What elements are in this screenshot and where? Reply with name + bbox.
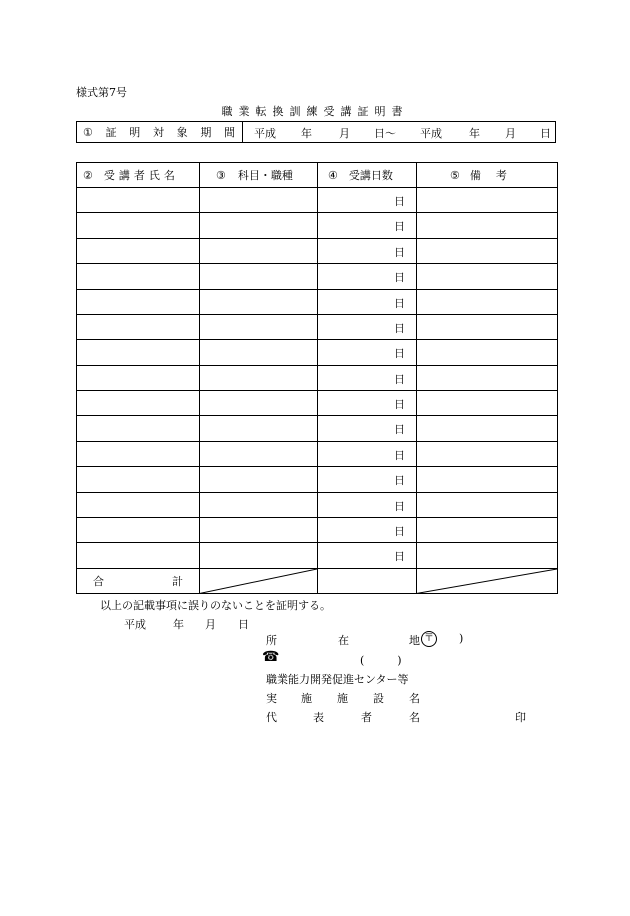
rep-label-char: 代: [266, 711, 277, 724]
table-row: [77, 391, 558, 416]
subject-cell[interactable]: [200, 264, 318, 289]
name-cell[interactable]: [77, 238, 200, 263]
document-title: 職業転換訓練受講証明書: [221, 105, 409, 118]
certification-statement: 以上の記載事項に誤りのないことを証明する。: [100, 599, 331, 612]
name-cell[interactable]: [77, 391, 200, 416]
total-subject-cell: [200, 568, 318, 593]
days-cell[interactable]: [318, 416, 417, 441]
diagonal-line: [417, 569, 557, 593]
days-cell[interactable]: [318, 391, 417, 416]
table-row: [77, 238, 558, 263]
name-cell[interactable]: [77, 365, 200, 390]
name-cell[interactable]: [77, 517, 200, 542]
form-number: 様式第7号: [76, 86, 127, 99]
table-row: [77, 340, 558, 365]
remarks-cell[interactable]: [417, 365, 558, 390]
day-unit: 日: [394, 220, 405, 234]
phone-icon: ☎: [262, 649, 280, 665]
day-unit: 日: [394, 321, 405, 335]
diagonal-line: [200, 569, 317, 593]
remarks-cell[interactable]: [417, 264, 558, 289]
end-era: 平成: [420, 127, 442, 140]
start-year: 年: [301, 127, 312, 140]
certification-period-box: [76, 121, 556, 143]
header-text: 受講日数: [348, 169, 393, 182]
table-row: [77, 517, 558, 542]
header-number: ⑤: [450, 168, 460, 182]
days-cell[interactable]: [318, 492, 417, 517]
name-cell[interactable]: [77, 264, 200, 289]
total-label-right: 計: [172, 574, 183, 588]
rep-label-char: 者: [361, 711, 372, 724]
period-label-char: 明: [129, 126, 141, 139]
remarks-cell[interactable]: [417, 517, 558, 542]
header-text: 科目・職種: [237, 169, 293, 182]
facility-label-char: 施: [337, 692, 348, 705]
remarks-cell[interactable]: [417, 543, 558, 568]
remarks-cell[interactable]: [417, 188, 558, 213]
address-paren: ): [459, 632, 464, 645]
period-label-char: 対: [152, 126, 164, 139]
subject-cell[interactable]: [200, 441, 318, 466]
address-label-char: 地: [409, 634, 420, 647]
table-row: [77, 289, 558, 314]
subject-cell[interactable]: [200, 365, 318, 390]
table-row: [77, 416, 558, 441]
remarks-cell[interactable]: [417, 238, 558, 263]
period-label-char: 間: [224, 126, 235, 139]
total-remarks-cell: [417, 568, 558, 593]
end-day: 日: [540, 127, 551, 140]
name-cell[interactable]: [77, 188, 200, 213]
subject-cell[interactable]: [200, 467, 318, 492]
subject-cell[interactable]: [200, 517, 318, 542]
date-year[interactable]: 年: [173, 618, 184, 631]
subject-cell[interactable]: [200, 238, 318, 263]
days-cell[interactable]: [318, 441, 417, 466]
day-unit: 日: [394, 474, 405, 488]
table-row: [77, 492, 558, 517]
name-cell[interactable]: [77, 314, 200, 339]
day-unit: 日: [394, 245, 405, 259]
table-header-row: [77, 163, 558, 188]
remarks-cell[interactable]: [417, 492, 558, 517]
day-unit: 日: [394, 550, 405, 564]
table-row: [77, 264, 558, 289]
day-unit: 日: [394, 499, 405, 513]
end-year: 年: [469, 127, 480, 140]
table-row: [77, 188, 558, 213]
header-trainee-name: [77, 163, 200, 188]
table-body: [77, 188, 558, 594]
subject-cell[interactable]: [200, 543, 318, 568]
date-month[interactable]: 月: [205, 618, 216, 631]
header-number: ④: [328, 168, 338, 182]
end-month: 月: [505, 127, 516, 140]
name-cell[interactable]: [77, 467, 200, 492]
days-cell[interactable]: [318, 517, 417, 542]
postal-mark-icon: 〒: [421, 631, 437, 647]
header-days: [318, 163, 417, 188]
day-unit: 日: [394, 448, 405, 462]
days-cell[interactable]: [318, 340, 417, 365]
remarks-cell[interactable]: [417, 340, 558, 365]
subject-cell[interactable]: [200, 188, 318, 213]
name-cell[interactable]: [77, 289, 200, 314]
subject-cell[interactable]: [200, 492, 318, 517]
period-label-number: ①: [83, 125, 93, 139]
day-unit: 日: [394, 423, 405, 437]
table-row: [77, 314, 558, 339]
organization-name: 職業能力開発促進センター等: [266, 673, 409, 686]
date-era: 平成: [124, 618, 146, 631]
date-day[interactable]: 日: [238, 618, 249, 631]
period-label-char: 期: [200, 126, 212, 139]
address-label-char: 在: [338, 634, 349, 647]
total-label-left: 合: [93, 574, 104, 588]
days-cell[interactable]: [318, 314, 417, 339]
remarks-cell[interactable]: [417, 391, 558, 416]
subject-cell[interactable]: [200, 391, 318, 416]
header-remarks: [417, 163, 558, 188]
header-number: ③: [216, 168, 226, 182]
address-label-char: 所: [266, 634, 277, 647]
name-cell[interactable]: [77, 441, 200, 466]
total-label-cell: [77, 568, 200, 593]
subject-cell[interactable]: [200, 416, 318, 441]
days-cell[interactable]: [318, 365, 417, 390]
start-era: 平成: [254, 127, 276, 140]
table-row: [77, 441, 558, 466]
subject-cell[interactable]: [200, 289, 318, 314]
table-row: [77, 365, 558, 390]
remarks-cell[interactable]: [417, 467, 558, 492]
name-cell[interactable]: [77, 543, 200, 568]
phone-parens[interactable]: ( ): [360, 654, 402, 667]
days-cell[interactable]: [318, 213, 417, 238]
total-row: [77, 568, 558, 593]
day-unit: 日: [394, 195, 405, 208]
period-label-char: 証: [105, 126, 117, 139]
header-number: ②: [83, 168, 93, 182]
start-day: 日〜: [374, 127, 396, 140]
day-unit: 日: [394, 296, 405, 310]
header-text: 受講者氏名: [103, 169, 179, 182]
seal-mark: 印: [515, 711, 526, 724]
remarks-cell[interactable]: [417, 289, 558, 314]
remarks-cell[interactable]: [417, 213, 558, 238]
facility-label-char: 設: [373, 692, 384, 705]
remarks-cell[interactable]: [417, 314, 558, 339]
day-unit: 日: [394, 372, 405, 386]
days-cell[interactable]: [318, 289, 417, 314]
remarks-cell[interactable]: [417, 441, 558, 466]
facility-label-char: 施: [301, 692, 312, 705]
rep-label-char: 表: [313, 711, 324, 724]
rep-label-char: 名: [409, 711, 420, 724]
subject-cell[interactable]: [200, 340, 318, 365]
table-row: [77, 213, 558, 238]
table-row: [77, 543, 558, 568]
days-cell[interactable]: [318, 188, 417, 213]
day-unit: 日: [394, 398, 405, 411]
subject-cell[interactable]: [200, 314, 318, 339]
facility-label-char: 名: [409, 692, 420, 705]
day-unit: 日: [394, 524, 405, 538]
facility-label-char: 実: [266, 692, 277, 705]
subject-cell[interactable]: [200, 213, 318, 238]
days-cell[interactable]: [318, 264, 417, 289]
day-unit: 日: [394, 271, 405, 285]
name-cell[interactable]: [77, 213, 200, 238]
start-month: 月: [339, 127, 350, 140]
remarks-cell[interactable]: [417, 416, 558, 441]
total-days-cell[interactable]: [318, 568, 417, 593]
name-cell[interactable]: [77, 492, 200, 517]
period-label-char: 象: [176, 126, 188, 139]
days-cell[interactable]: [318, 238, 417, 263]
day-unit: 日: [394, 347, 405, 361]
days-cell[interactable]: [318, 467, 417, 492]
header-subject: [200, 163, 318, 188]
trainee-table: [76, 162, 558, 594]
days-cell[interactable]: [318, 543, 417, 568]
period-label: [77, 122, 243, 142]
name-cell[interactable]: [77, 340, 200, 365]
name-cell[interactable]: [77, 416, 200, 441]
header-text: 備 考: [469, 169, 509, 182]
table-row: [77, 467, 558, 492]
